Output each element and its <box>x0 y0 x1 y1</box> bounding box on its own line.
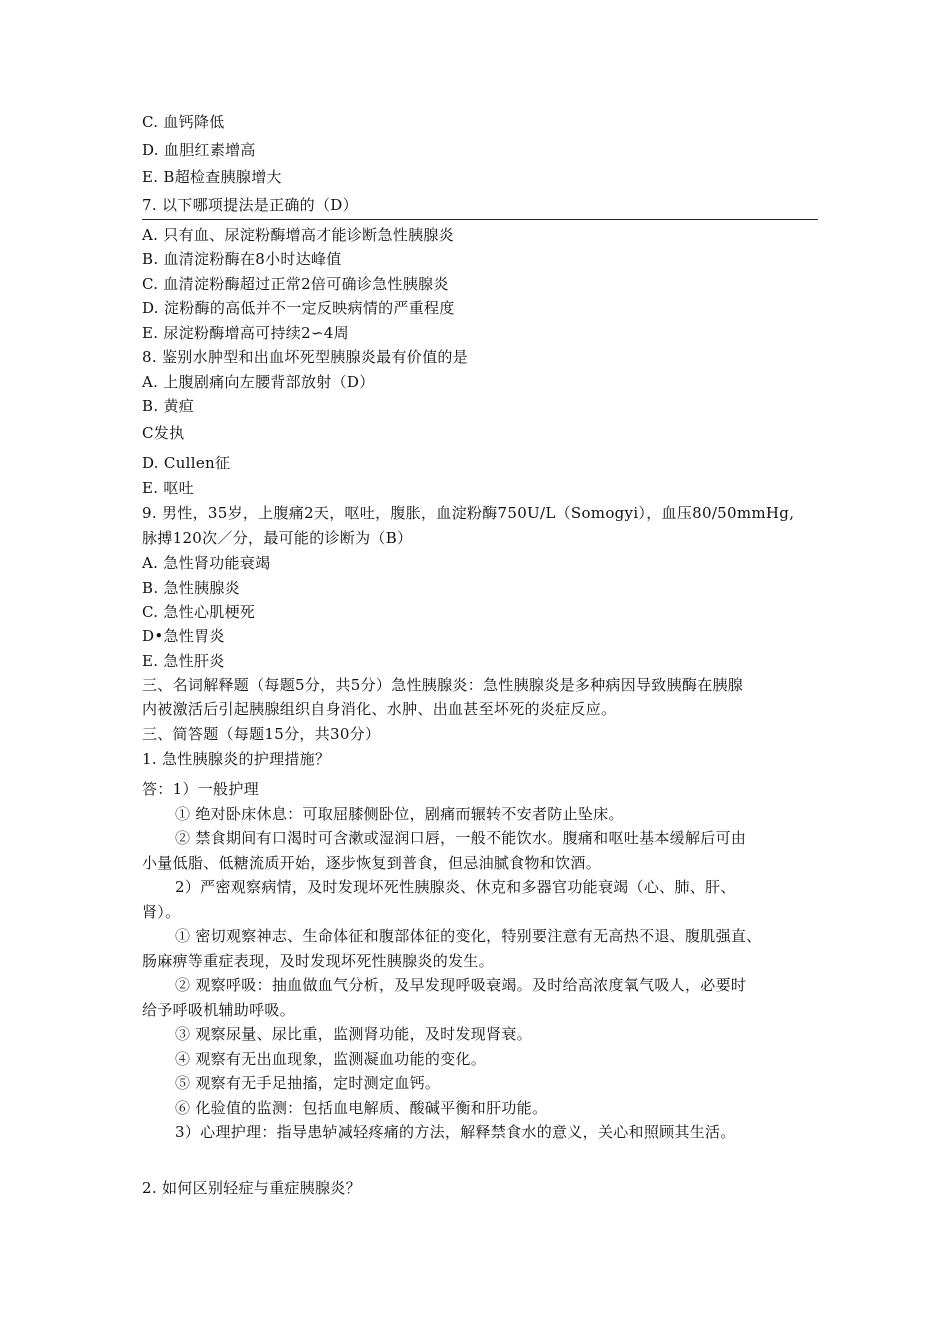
section-short-answer-heading: 三、简答题（每题15分，共30分） <box>142 725 381 743</box>
answer-item-2-line-1: ② 禁食期间有口渴时可含漱或湿润口唇，一般不能饮水。腹痛和呕吐基本缓解后可由 <box>175 829 747 847</box>
answer-observe-line-2: 肾）。 <box>142 903 181 921</box>
q7-option-a: A. 只有血、尿淀粉酶增高才能诊断急性胰腺炎 <box>142 226 454 244</box>
answer-item-2-line-2: 小量低脂、低糖流质开始，逐步恢复到普食，但忌油腻食物和饮酒。 <box>142 854 602 872</box>
q8-option-e: E. 呕吐 <box>142 479 194 497</box>
observe-item-5: ⑤ 观察有无手足抽搐，定时测定血钙。 <box>175 1074 441 1092</box>
q8-option-d: D. Cullen征 <box>142 454 231 472</box>
answer-item-1: ① 绝对卧床休息：可取屈膝侧卧位，剧痛而辗转不安者防止坠床。 <box>175 805 624 823</box>
option-d-bilirubin: D. 血胆红素增高 <box>142 141 256 159</box>
q7-option-c: C. 血清淀粉酶超过正常2倍可确诊急性胰腺炎 <box>142 275 449 293</box>
q7-option-d: D. 淀粉酶的高低并不一定反映病情的严重程度 <box>142 299 455 317</box>
answer-general-care: 答：1）一般护理 <box>142 780 259 798</box>
option-e-ultrasound: E. B超检查胰腺增大 <box>142 168 282 186</box>
question-8: 8. 鉴别水肿型和出血坏死型胰腺炎最有价值的是 <box>142 348 468 366</box>
observe-item-6: ⑥ 化验值的监测：包括血电解质、酸碱平衡和肝功能。 <box>175 1099 548 1117</box>
observe-item-2-line-1: ② 观察呼吸：抽血做血气分析，及早发现呼吸衰竭。及时给高浓度氧气吸人，必要时 <box>175 976 747 994</box>
short-question-1: 1. 急性胰腺炎的护理措施？ <box>142 750 331 768</box>
q9-option-e: E. 急性肝炎 <box>142 652 225 670</box>
q9-option-b: B. 急性胰腺炎 <box>142 579 240 597</box>
q7-option-e: E. 尿淀粉酶增高可持续2∽4周 <box>142 324 349 342</box>
question-9-line-2: 脉搏120次／分，最可能的诊断为（B） <box>142 529 413 547</box>
q9-option-d: D•急性胃炎 <box>142 627 225 645</box>
question-9-line-1: 9. 男性，35岁，上腹痛2天，呕吐，腹胀，血淀粉酶750U/L（Somogyi），血压80/50mmHg, <box>142 504 795 522</box>
q8-option-a: A. 上腹剧痛向左腰背部放射（D） <box>142 373 375 391</box>
answer-observe-line-1: 2）严密观察病情，及时发现坏死性胰腺炎、休克和多器官功能衰竭（心、肺、肝、 <box>175 878 736 896</box>
section-term-explanation-line-2: 内被激活后引起胰腺组织自身消化、水肿、出血甚至坏死的炎症反应。 <box>142 700 617 718</box>
q7-option-b: B. 血清淀粉酶在8小时达峰值 <box>142 250 342 268</box>
short-question-2: 2. 如何区别轻症与重症胰腺炎？ <box>142 1179 361 1197</box>
observe-item-3: ③ 观察尿量、尿比重，监测肾功能，及时发现肾衰。 <box>175 1025 532 1043</box>
observe-item-4: ④ 观察有无出血现象，监测凝血功能的变化。 <box>175 1050 487 1068</box>
observe-item-1-line-2: 肠麻痹等重症表现，及时发现坏死性胰腺炎的发生。 <box>142 952 494 970</box>
q8-option-c: C发执 <box>142 424 185 442</box>
option-c-hypocalcemia: C. 血钙降低 <box>142 113 225 131</box>
q9-option-c: C. 急性心肌梗死 <box>142 603 256 621</box>
answer-psychological-care: 3）心理护理：指导患轳减轻疼痛的方法，解释禁食水的意义，关心和照顾其生活。 <box>175 1123 736 1141</box>
section-term-explanation-line-1: 三、名词解释题（每题5分，共5分）急性胰腺炎：急性胰腺炎是多种病因导致胰酶在胰腺 <box>142 676 744 694</box>
q9-option-a: A. 急性肾功能衰竭 <box>142 554 271 572</box>
question-7: 7. 以下哪项提法是正确的（D） <box>142 196 358 214</box>
q8-option-b: B. 黄疸 <box>142 397 195 415</box>
horizontal-rule <box>142 219 818 220</box>
observe-item-1-line-1: ① 密切观察神志、生命体征和腹部体征的变化，特别要注意有无高热不退、腹肌强直、 <box>175 927 762 945</box>
observe-item-2-line-2: 给予呼吸机辅助呼吸。 <box>142 1001 296 1019</box>
